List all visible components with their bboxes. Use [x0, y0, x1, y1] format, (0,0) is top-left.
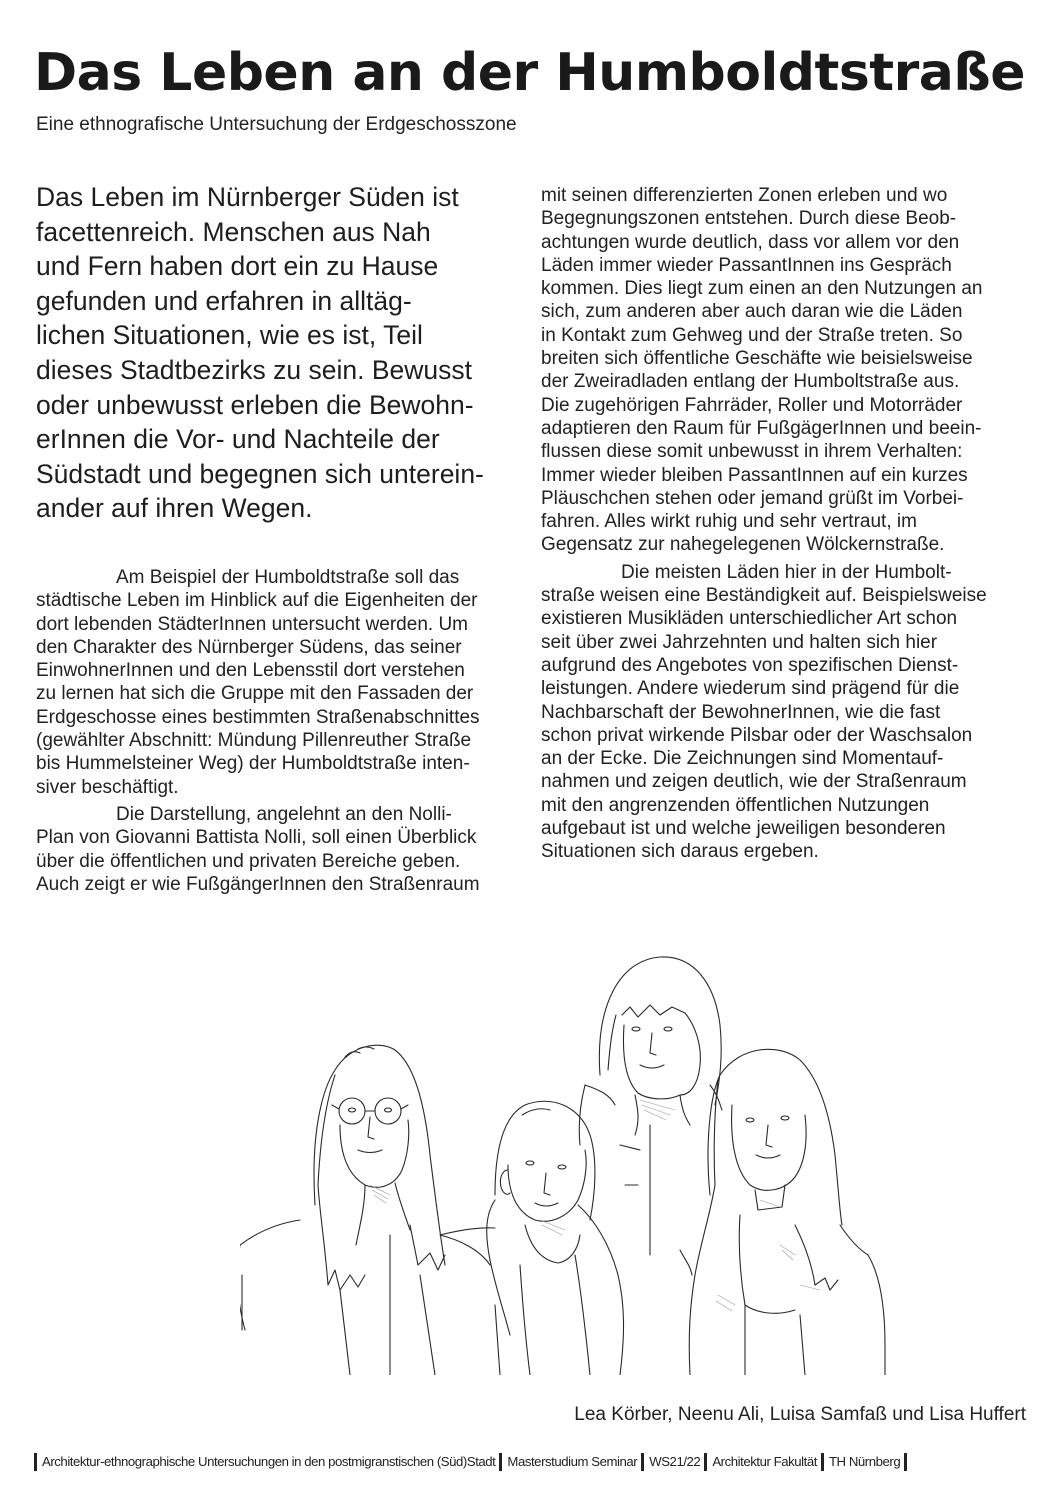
text-line: zu lernen hat sich die Gruppe mit den Fassaden der: [36, 683, 474, 705]
text-line: Die zugehörigen Fahrräder, Roller und Motorräder: [541, 394, 963, 416]
left-column: [36, 566, 520, 896]
text-line: achtungen wurde deutlich, dass vor allem vor den: [541, 231, 960, 253]
lead-line: facettenreich. Menschen aus Nah: [36, 216, 431, 247]
text-line: der Zweiradladen entlang der Humboltstraße aus.: [541, 371, 960, 393]
footer-item-program: Masterstudium Seminar: [507, 1454, 638, 1469]
text-line: leistungen. Andere wiederum sind prägend für die: [541, 678, 960, 700]
footer-divider: [904, 1453, 907, 1471]
text-line: Situationen sich daraus ergeben.: [541, 841, 819, 863]
text-line: sich, zum anderen aber auch daran wie die Läden: [541, 301, 963, 323]
text-line: Läden immer wieder PassantInnen ins Gespräch: [541, 254, 952, 276]
lead-line: erInnen die Vor- und Nachteile der: [36, 424, 440, 455]
text-line: Pläuschchen stehen oder jemand grüßt im Vorbei-: [541, 487, 964, 509]
text-line: existieren Musikläden unterschiedlicher Art schon: [541, 608, 958, 630]
text-line: über die öffentlichen und privaten Bereiche geben.: [36, 850, 461, 872]
text-line: in Kontakt zum Gehweg und der Straße treten. So: [541, 324, 963, 346]
text-line: fahren. Alles wirkt ruhig und sehr vertraut, im: [541, 511, 917, 533]
text-line: (gewählter Abschnitt: Mündung Pillenreuther Straße: [36, 730, 472, 752]
page-title: Das Leben an der Humboldtstraße: [34, 43, 1026, 103]
footer-divider: [704, 1453, 707, 1471]
footer-item-semester: WS21/22: [649, 1454, 701, 1469]
lead-line: ander auf ihren Wegen.: [36, 493, 313, 524]
lead-line: oder unbewusst erleben die Bewohn-: [36, 389, 474, 420]
body-paragraph: [541, 184, 1025, 557]
text-line: straße weisen eine Beständigkeit auf. Beispielsweise: [541, 585, 987, 607]
person-center-left: [440, 1101, 624, 1375]
footer-divider: [34, 1453, 37, 1471]
text-line: Gegensatz zur nahegelegenen Wölckernstraße.: [541, 534, 945, 556]
footer-item-faculty: Architektur Fakultät: [712, 1454, 817, 1469]
text-line: mit seinen differenzierten Zonen erleben und wo: [541, 185, 948, 206]
text-line: Immer wieder bleiben PassantInnen auf ein kurzes: [541, 464, 968, 486]
group-portrait-illustration: [240, 945, 900, 1375]
text-line: breiten sich öffentliche Geschäfte wie beisielsweise: [541, 348, 973, 370]
text-line: schon privat wirkende Pilsbar oder der Waschsalon: [541, 724, 973, 746]
text-line: seit über zwei Jahrzehnten und halten sich hier: [541, 631, 938, 653]
text-line: Die meisten Läden hier in der Humbolt-: [621, 561, 952, 583]
body-paragraph: [36, 566, 520, 799]
page-subtitle: Eine ethnografische Untersuchung der Erdgeschosszone: [36, 114, 517, 135]
body-paragraph: [541, 561, 1025, 864]
footer-divider: [499, 1453, 502, 1471]
text-line: Nachbarschaft der BewohnerInnen, wie die fast: [541, 701, 941, 723]
text-line: aufgrund des Angebotes von spezifischen Dienst-: [541, 654, 959, 676]
right-column: [541, 184, 1025, 864]
text-line: kommen. Dies liegt zum einen an den Nutzungen an: [541, 278, 983, 300]
text-line: städtische Leben im Hinblick auf die Eigenheiten der: [36, 590, 478, 612]
text-line: dort lebenden StädterInnen untersucht werden. Um: [36, 613, 468, 635]
footer-bar: [34, 1452, 912, 1472]
lead-line: und Fern haben dort ein zu Hause: [36, 251, 439, 282]
author-credits: Lea Körber, Neenu Ali, Luisa Samfaß und Lisa Huffert: [574, 1404, 1026, 1425]
text-line: siver beschäftigt.: [36, 776, 179, 798]
lead-line: Südstadt und begegnen sich unterein-: [36, 458, 484, 489]
footer-item-university: TH Nürnberg: [828, 1454, 901, 1469]
lead-paragraph: [36, 180, 516, 526]
footer-item-seminar-title: Architektur-ethnographische Untersuchungen in den postmigranstischen (Süd)Stadt: [42, 1454, 496, 1469]
text-line: nahmen und zeigen deutlich, wie der Straßenraum: [541, 771, 967, 793]
text-line: Erdgeschosse eines bestimmten Straßenabschnittes: [36, 706, 480, 728]
person-top-center: [579, 957, 722, 1255]
text-line: aufgebaut ist und welche jeweiligen besonderen: [541, 818, 946, 840]
person-left-glasses: [240, 1045, 490, 1375]
text-line: Auch zeigt er wie FußgängerInnen den Straßenraum: [36, 873, 480, 895]
text-line: Die Darstellung, angelehnt an den Nolli-: [116, 803, 452, 825]
text-line: mit den angrenzenden öffentlichen Nutzungen: [541, 794, 930, 816]
lead-line: Das Leben im Nürnberger Süden ist: [36, 182, 459, 212]
footer-divider: [641, 1453, 644, 1471]
text-line: EinwohnerInnen und den Lebensstil dort verstehen: [36, 660, 465, 682]
lead-line: gefunden und erfahren in alltäg-: [36, 285, 412, 316]
lead-line: dieses Stadtbezirks zu sein. Bewusst: [36, 354, 472, 385]
lead-line: lichen Situationen, wie es ist, Teil: [36, 320, 423, 351]
text-line: Am Beispiel der Humboldtstraße soll das: [116, 567, 460, 588]
text-line: adaptieren den Raum für FußgägerInnen und beein-: [541, 417, 982, 439]
person-right: [680, 1049, 885, 1375]
text-line: den Charakter des Nürnberger Südens, das seiner: [36, 636, 462, 658]
footer-divider: [821, 1453, 824, 1471]
text-line: Begegnungszonen entstehen. Durch diese Beob-: [541, 208, 957, 230]
text-line: bis Hummelsteiner Weg) der Humboldtstraße inten-: [36, 753, 470, 775]
text-line: flussen diese somit unbewusst in ihrem Verhalten:: [541, 441, 963, 463]
text-line: Plan von Giovanni Battista Nolli, soll einen Überblick: [36, 827, 477, 849]
text-line: an der Ecke. Die Zeichnungen sind Momentauf-: [541, 748, 944, 770]
body-paragraph: [36, 803, 520, 896]
